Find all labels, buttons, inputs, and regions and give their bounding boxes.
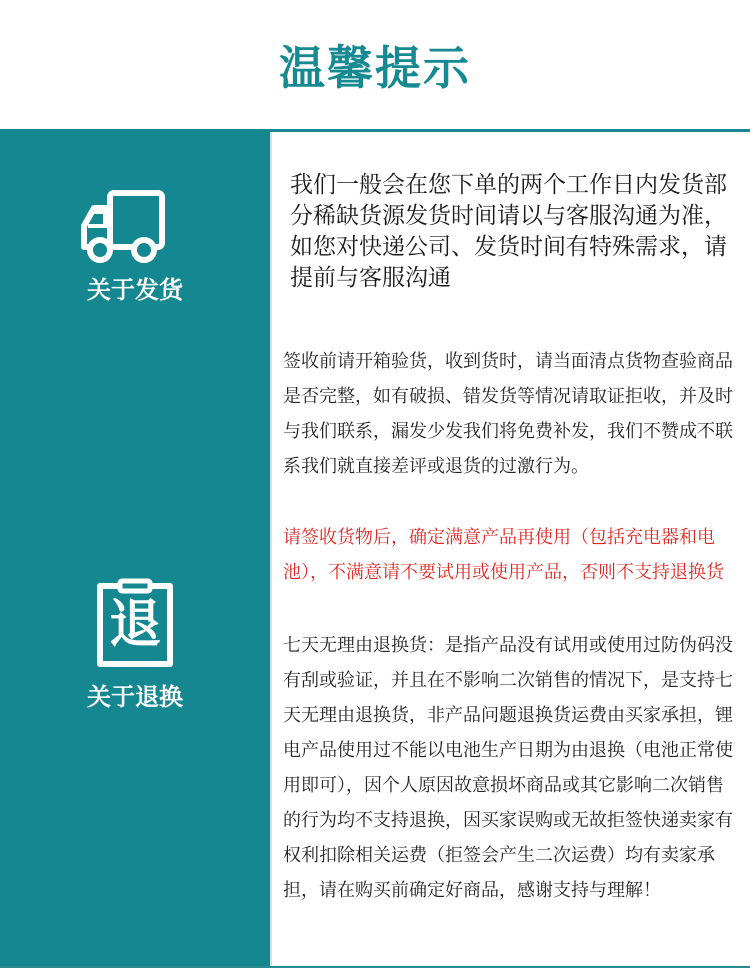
warning-text: 请签收货物后，确定满意产品再使用（包括充电器和电池），不满意请不要试用或使用产品，否则不支持退换货 — [283, 527, 724, 583]
shipping-text: 我们一般会在您下单的两个工作日内发货部分稀缺货源发货时间请以与客服沟通为准，如您对快递公司、发货时间有特殊需求，请提前与客服沟通 — [290, 172, 727, 291]
truck-icon — [80, 190, 166, 270]
inspection-text: 签收前请开箱验货，收到货时，请当面清点货物查验商品是否完整，如有破损、错发货等情况请取证拒收，并及时与我们联系，漏发少发我们将免费补发，我们不赞成不联系我们就直接差评或退货的过激行为。 — [283, 351, 733, 477]
header — [0, 0, 750, 130]
return-icon-glyph: 退 — [108, 595, 161, 655]
page-title: 温馨提示 — [279, 41, 471, 95]
sidebar-label-shipping: 关于发货 — [87, 276, 183, 304]
sidebar-label-returns: 关于退换 — [87, 683, 183, 711]
column-divider — [270, 132, 272, 968]
return-icon — [94, 578, 176, 674]
return-policy-text: 七天无理由退换货：是指产品没有试用或使用过防伪码没有刮或验证，并且在不影响二次销售的情况下，是支持七天无理由退换货，非产品问题退换货运费由买家承担，锂电产品使用过不能以电池生产日期为由退换（电池正常使用即可），因个人原因故意损坏商品或其它影响二次销售的行为均不支持退换，因买家误购或无故拒签快递卖家有权利扣除相关运费（拒签会产生二次运费）均有卖家承担，请在购买前确定好商品，感谢支持与理解！ — [283, 635, 733, 901]
